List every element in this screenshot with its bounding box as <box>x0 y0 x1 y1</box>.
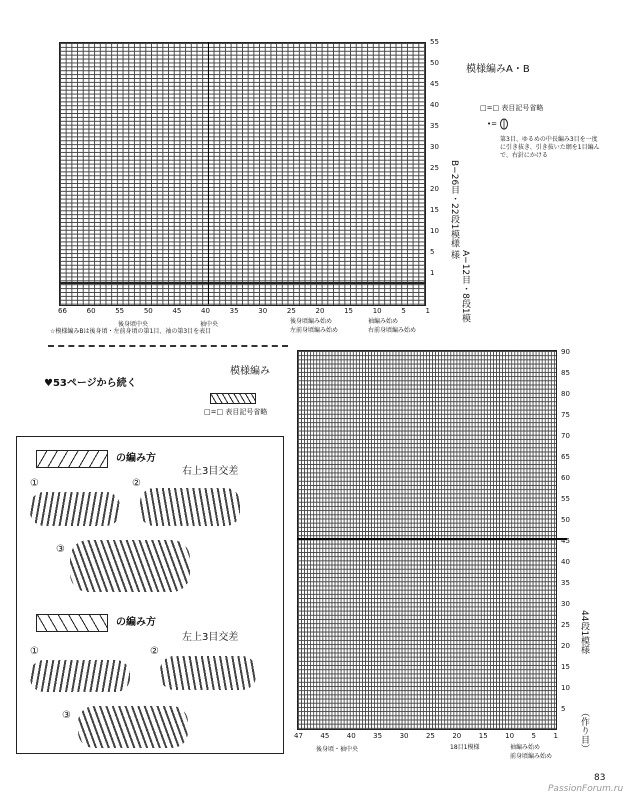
step2-label-b: ② <box>150 646 159 657</box>
step1-label-b: ① <box>30 646 39 657</box>
col-number: 5 <box>531 732 536 740</box>
row-number: 55 <box>430 38 439 46</box>
needle-illustration-6 <box>78 706 188 748</box>
row-number: 15 <box>561 663 570 671</box>
row-number: 40 <box>561 558 570 566</box>
top-pattern-chart <box>59 42 426 306</box>
row-number: 20 <box>561 642 570 650</box>
top-chart-repeat-a-label: A−12目・8段1模様 <box>449 250 470 323</box>
row-number: 30 <box>430 143 439 151</box>
cable-pattern-chart <box>297 350 557 730</box>
step2-label-a: ② <box>132 478 141 489</box>
bullet-symbol: •= <box>487 120 497 128</box>
label-right-front-start: 右前身頃編み始め <box>368 327 417 334</box>
row-number: 50 <box>561 516 570 524</box>
legend-knit-title: 模様編み <box>230 366 270 377</box>
col-number: 30 <box>258 307 268 315</box>
col-number: 40 <box>346 732 356 740</box>
col-number: 25 <box>425 732 435 740</box>
row-number: 25 <box>561 621 570 629</box>
row-number: 5 <box>561 705 566 713</box>
needle-illustration-2 <box>140 488 240 526</box>
cable-label-back-center: 後身頃・袖中央 <box>316 746 359 753</box>
col-number: 25 <box>286 307 296 315</box>
legend-ab-abbrev: □=□ 表目記号省略 <box>480 104 544 112</box>
step1-label-a: ① <box>30 478 39 489</box>
row-number: 30 <box>561 600 570 608</box>
needle-illustration-3 <box>70 540 190 592</box>
label-sleeve-start: 袖編み始め <box>368 318 399 325</box>
row-number: 50 <box>430 59 439 67</box>
row-number: 35 <box>561 579 570 587</box>
legend-ab-note: 第3目、ゆるめの中長編み3目を一度に引き抜き、引き抜いた網を1目編んで、右針にかける <box>500 136 600 159</box>
col-number: 60 <box>86 307 96 315</box>
col-number: 45 <box>172 307 182 315</box>
top-chart-row-numbers <box>430 38 444 278</box>
cross-symbol-right <box>36 450 108 468</box>
col-number: 45 <box>320 732 330 740</box>
col-number: 30 <box>399 732 409 740</box>
cross-stitch-symbol <box>210 393 256 404</box>
cable-chart-row-numbers <box>561 348 577 714</box>
page-number: 83 <box>594 773 606 783</box>
watermark: PassionForum.ru <box>548 784 624 794</box>
step3-label-a: ③ <box>56 544 65 555</box>
col-number: 1 <box>553 732 558 740</box>
top-chart-col-numbers <box>58 307 430 316</box>
legend-ab-bullet <box>487 118 509 130</box>
how-to-label-2: の編み方 <box>116 617 156 628</box>
legend-knit-abbrev: □=□ 表目記号省略 <box>204 408 268 416</box>
col-number: 1 <box>425 307 430 315</box>
row-number: 25 <box>430 164 439 172</box>
col-number: 50 <box>143 307 153 315</box>
row-number: 85 <box>561 369 570 377</box>
cast-on-label: （作り目） <box>579 708 589 753</box>
row-number: 45 <box>430 80 439 88</box>
cable-label-repeat: 18目1模様 <box>450 744 480 751</box>
needle-illustration-1 <box>30 492 120 526</box>
top-chart-center-line <box>208 42 209 304</box>
step3-label-b: ③ <box>62 710 71 721</box>
cross-symbol-left <box>36 614 108 632</box>
label-left-front-start: 左前身頃編み始め <box>290 327 339 334</box>
col-number: 10 <box>372 307 382 315</box>
cable-chart-repeat-label: 44段1模様 <box>579 610 589 655</box>
cable-label-front-start: 前身頃編み始め <box>510 753 553 760</box>
row-number: 15 <box>430 206 439 214</box>
label-back-start: 後身頃編み始め <box>290 318 333 325</box>
cross-left-label: 左上3目交差 <box>182 632 239 643</box>
cable-label-sleeve-start: 袖編み始め <box>510 744 541 751</box>
top-chart-cast-on-band <box>59 282 426 284</box>
row-number: 10 <box>561 684 570 692</box>
col-number: 66 <box>58 307 67 315</box>
how-to-label-1: の編み方 <box>116 453 156 464</box>
cross-right-label: 右上3目交差 <box>182 466 239 477</box>
label-back-center: 後身頃中央 <box>118 321 149 328</box>
cable-chart-col-numbers <box>294 732 558 741</box>
row-number: 70 <box>561 432 570 440</box>
row-number: 60 <box>561 474 570 482</box>
col-number: 47 <box>294 732 303 740</box>
top-chart-footnote: ☆模様編みBは後身頃・左前身頃の第1目、袖の第3目を表目 <box>50 328 212 335</box>
row-number: 5 <box>430 248 435 256</box>
row-number: 45 <box>561 537 570 545</box>
section-divider <box>48 345 288 347</box>
stitch-bundle-icon <box>499 118 509 130</box>
col-number: 10 <box>505 732 515 740</box>
row-number: 65 <box>561 453 570 461</box>
row-number: 75 <box>561 411 570 419</box>
top-chart-repeat-b-label: B−26目・22段1模様 <box>449 160 459 248</box>
col-number: 20 <box>315 307 325 315</box>
col-number: 55 <box>115 307 125 315</box>
cable-chart-row45-line <box>297 538 567 540</box>
row-number: 80 <box>561 390 570 398</box>
row-number: 10 <box>430 227 439 235</box>
col-number: 15 <box>478 732 488 740</box>
legend-ab-title: 模様編みA・B <box>466 64 530 75</box>
needle-illustration-4 <box>30 660 130 692</box>
col-number: 20 <box>452 732 462 740</box>
row-number: 1 <box>430 269 435 277</box>
col-number: 5 <box>401 307 406 315</box>
row-number: 40 <box>430 101 439 109</box>
continued-note: ♥53ページから続く <box>44 378 137 389</box>
col-number: 40 <box>201 307 210 315</box>
col-number: 35 <box>229 307 239 315</box>
row-number: 55 <box>561 495 570 503</box>
row-number: 35 <box>430 122 439 130</box>
row-number: 20 <box>430 185 439 193</box>
row-number: 90 <box>561 348 570 356</box>
label-sleeve-center: 袖中央 <box>200 321 219 328</box>
col-number: 15 <box>344 307 354 315</box>
col-number: 35 <box>373 732 383 740</box>
needle-illustration-5 <box>160 656 256 690</box>
